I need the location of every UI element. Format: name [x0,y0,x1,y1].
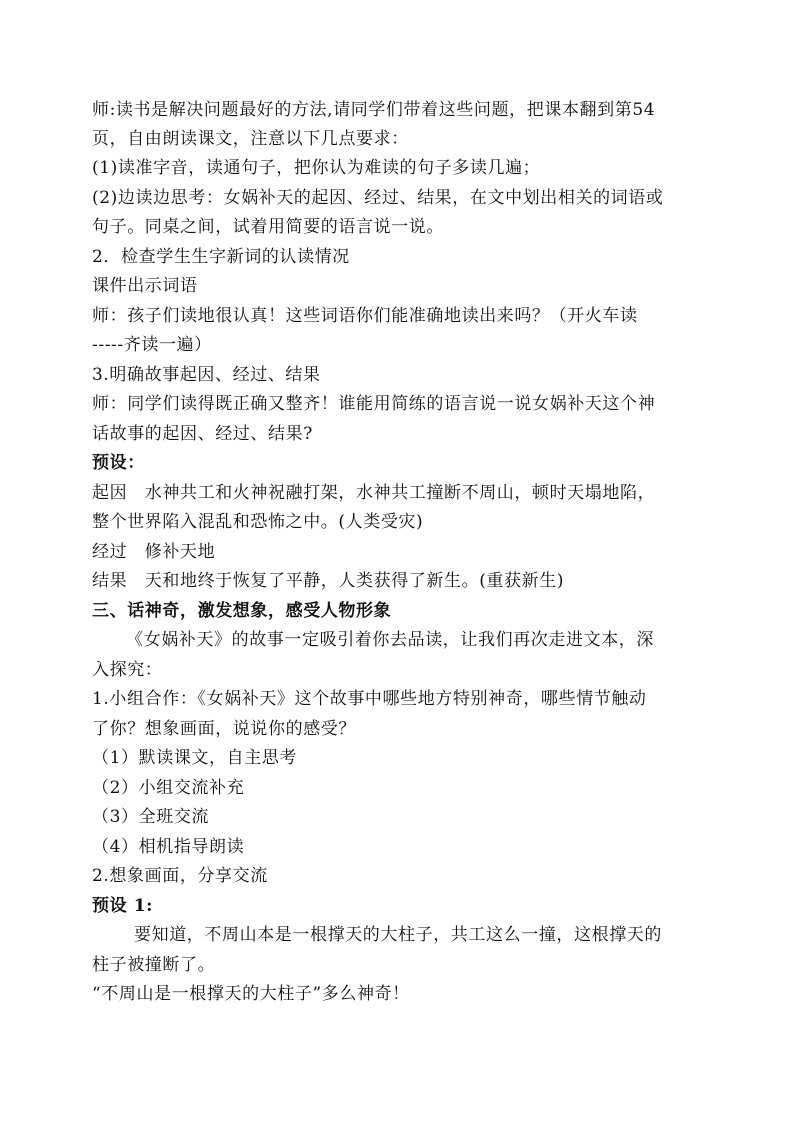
paragraph-line: 结果 天和地终于恢复了平静，人类获得了新生。(重获新生) [92,571,565,591]
chapter-heading: 三、话神奇，激发想象，感受人物形象 [92,601,392,621]
list-item: 1.小组合作：《女娲补天》这个故事中哪些地方特别神奇，哪些情节触动 [92,689,647,709]
paragraph-line: 《女娲补天》的故事一定吸引着你去品读，让我们再次走进文本，深 [126,630,654,650]
paragraph-line: 师:读书是解决问题最好的方法,请同学们带着这些问题，把课本翻到第54 [92,100,656,120]
paragraph-line: 话故事的起因、经过、结果? [92,424,313,444]
quote-line: “不周山是一根撑天的大柱子”多么神奇！ [92,984,410,1004]
paragraph-line: 了你？想象画面，说说你的感受？ [92,719,356,739]
preset-label: 预设 1: [92,896,154,916]
section-heading: 2．检查学生生字新词的认读情况 [92,247,350,267]
paragraph-line: 师：孩子们读地很认真！这些词语你们能准确地读出来吗？（开火车读 [92,306,638,326]
paragraph-line: 课件出示词语 [92,276,198,296]
paragraph-line: -----齐读一遍） [92,335,212,355]
list-item: （1）默读课文，自主思考 [92,748,298,768]
paragraph-line: 要知道，不周山本是一根撑天的大柱子，共工这么一撞，这根撑天的 [134,925,662,945]
paragraph-line: 起因 水神共工和火神祝融打架，水神共工撞断不周山，顿时天塌地陷， [92,483,656,503]
paragraph-line: 页，自由朗读课文，注意以下几点要求： [92,129,409,149]
list-item: （4）相机指导朗读 [92,837,245,857]
section-heading: 2.想象画面，分享交流 [92,866,268,886]
paragraph-line: 柱子被撞断了。 [92,955,216,975]
paragraph-line: 师：同学们读得既正确又整齐！谁能用简练的语言说一说女娲补天这个神 [92,394,656,414]
list-item: (1)读准字音，读通句子，把你认为难读的句子多读几遍； [92,158,541,178]
list-item: （2）小组交流补充 [92,778,245,798]
preset-label: 预设： [92,453,145,473]
paragraph-line: 入探究： [92,660,163,680]
paragraph-line: 整个世界陷入混乱和恐怖之中。(人类受灾) [92,512,424,532]
paragraph-line: 句子。同桌之间，试着用简要的语言说一说。 [92,217,444,237]
paragraph-line: 经过 修补天地 [92,542,216,562]
list-item: (2)边读边思考：女娲补天的起因、经过、结果，在文中划出相关的词语或 [92,188,664,208]
section-heading: 3.明确故事起因、经过、结果 [92,365,321,385]
list-item: （3）全班交流 [92,807,210,827]
